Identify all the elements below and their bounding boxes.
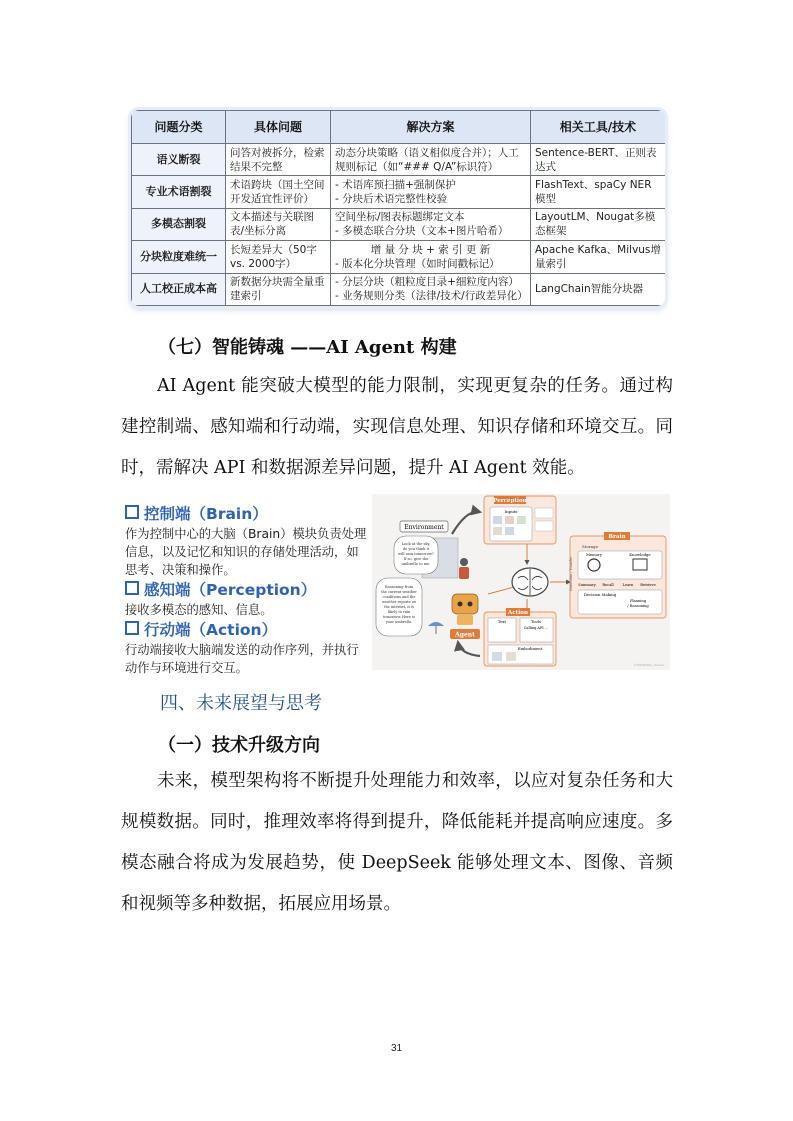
memory-label: Memory	[586, 552, 602, 557]
svg-text:Look at the sky,do you think i: Look at the sky, do you think it will rain tomorrow? If so, give the umbrella to me.	[398, 542, 434, 566]
chunking-issues-table-card	[131, 110, 665, 306]
row-solution	[331, 241, 531, 273]
solution-line: - 版本化分块管理（如时间戳标记）	[335, 257, 500, 270]
row-issue: 文本描述与关联图表/坐标分离	[226, 208, 331, 240]
row-solution	[331, 273, 531, 305]
tools-label: Tools	[531, 619, 541, 624]
row-category: 语义断裂	[132, 144, 226, 176]
brain-heading: 控制端（Brain）	[125, 504, 370, 524]
row-tools: Apache Kafka、Milvus增量索引	[531, 241, 666, 273]
row-solution	[331, 176, 531, 208]
calling-api-label: Calling API …	[523, 626, 549, 630]
row-issue: 长短差异大（50字vs. 2000字）	[226, 241, 331, 273]
table-row	[132, 176, 666, 208]
row-category: 分块粒度难统一	[132, 241, 226, 273]
table-row	[132, 144, 666, 176]
row-solution	[331, 144, 531, 176]
section-heading-future: 四、未来展望与思考	[160, 693, 322, 714]
ai-agent-paragraph: AI Agent 能突破大模型的能力限制，实现更复杂的任务。通过构建控制端、感知端和行动端，实现信息处理、知识存储和环境交互。同时，需解决 API 和数据源差异问题，提升 AI Agent 效能。	[121, 376, 673, 478]
brain-description: 作为控制中心的大脑（Brain）模块负责处理信息，以及记忆和知识的存储处理活动，如思考、决策和操作。	[125, 527, 367, 577]
row-category: 人工校正成本高	[132, 273, 226, 305]
solution-line: - 分层分块（粗粒度目录+细粒度内容）	[335, 276, 519, 289]
retrieve-label: Retrieve	[640, 583, 656, 587]
user-speech-bubble	[394, 536, 438, 574]
watermark: ©WPsHiWey_Kaonn	[633, 663, 664, 667]
solution-line: 增 量 分 块 + 索 引 更 新	[370, 243, 491, 256]
table-row	[132, 208, 666, 240]
planning-label: Planning	[629, 599, 647, 603]
solution-line: - 业务规则分类（法律/技术/行政差异化）	[335, 290, 528, 303]
action-label: Action	[508, 610, 528, 616]
user-icon	[459, 558, 469, 579]
checkbox-icon	[125, 581, 139, 595]
agent-speech-bubble	[376, 578, 422, 636]
row-issue: 术语跨块（国土空间开发适宜性评价）	[226, 176, 331, 208]
perception-panel	[484, 496, 556, 544]
checkbox-icon	[125, 621, 139, 635]
reasoning-label: / Reasoning	[627, 604, 649, 608]
perception-label: Perception	[493, 498, 527, 504]
agent-label: Agent	[455, 631, 475, 639]
solution-line: 空间坐标/图表标题绑定文本	[335, 211, 465, 224]
brain-label: Brain	[608, 534, 626, 540]
tech-upgrade-paragraph: 未来，模型架构将不断提升处理能力和效率，以应对复杂任务和大规模数据。同时，推理效率将得到提升，降低能耗并提高响应速度。多模态融合将成为发展趋势，使 DeepSeek 能够处理文本、图像、音频和视频等多种数据，拓展应用场景。	[121, 771, 673, 914]
agent-figure-text	[125, 504, 370, 678]
brain-icon	[512, 568, 548, 596]
page-number: 31	[390, 1043, 403, 1054]
brain-detail-panel	[569, 532, 666, 618]
knowledge-label: Knowledge	[629, 552, 651, 557]
subsection-heading-tech-upgrade: （一）技术升级方向	[158, 735, 320, 756]
action-description: 行动端接收大脑端发送的动作序列，并执行动作与环境进行交互。	[125, 643, 359, 675]
storage-label: Storage	[582, 544, 598, 549]
generalize-label: Generalize / Transfer	[569, 556, 573, 592]
row-tools: Sentence-BERT、正则表达式	[531, 144, 666, 176]
svg-text:Reasoning fromthe current weat: Reasoning from the current weather conditions and the weather reports on the internet, it is likely to rain tomorrow. Here is your umbrella.	[381, 585, 417, 624]
header-category: 问题分类	[132, 111, 226, 144]
agent-architecture-diagram	[372, 494, 670, 670]
learn-label: Learn	[622, 583, 634, 587]
text-label: Text	[497, 619, 507, 624]
perception-heading: 感知端（Perception）	[125, 580, 370, 600]
header-issue: 具体问题	[226, 111, 331, 144]
row-tools: LangChain智能分块器	[531, 273, 666, 305]
action-panel	[484, 608, 556, 666]
header-solution: 解决方案	[331, 111, 531, 144]
row-tools: LayoutLM、Nougat多模态框架	[531, 208, 666, 240]
recall-label: Recall	[602, 583, 614, 587]
row-issue: 问答对被拆分，检索结果不完整	[226, 144, 331, 176]
decision-making-label: Decision Making	[583, 592, 617, 597]
action-heading: 行动端（Action）	[125, 620, 370, 640]
table-row	[132, 241, 666, 273]
chunking-issues-table	[131, 110, 665, 306]
row-tools: FlashText、spaCy NER模型	[531, 176, 666, 208]
perception-description: 接收多模态的感知、信息。	[125, 603, 273, 617]
environment-label: Environment	[404, 524, 444, 531]
inputs-label: Inputs	[504, 509, 518, 514]
solution-line: - 术语库预扫描+强制保护	[335, 179, 456, 192]
row-category: 多模态割裂	[132, 208, 226, 240]
solution-line: - 分块后术语完整性校验	[335, 193, 448, 206]
table-row	[132, 273, 666, 305]
header-tools: 相关工具/技术	[531, 111, 666, 144]
table-header-row	[132, 111, 666, 144]
solution-line: - 多模态联合分块（文本+图片哈希）	[335, 225, 509, 238]
embodiment-label: Embodiment	[517, 646, 543, 651]
row-issue: 新数据分块需全量重建索引	[226, 273, 331, 305]
row-category: 专业术语割裂	[132, 176, 226, 208]
solution-line: 动态分块策略（语义相似度合并）；人工规则标记（如“### Q/A”标识符）	[335, 146, 519, 173]
checkbox-icon	[125, 505, 139, 519]
row-solution	[331, 208, 531, 240]
section-heading-ai-agent: （七）智能铸魂 ——AI Agent 构建	[158, 337, 457, 358]
summary-label: Summary	[578, 583, 596, 587]
